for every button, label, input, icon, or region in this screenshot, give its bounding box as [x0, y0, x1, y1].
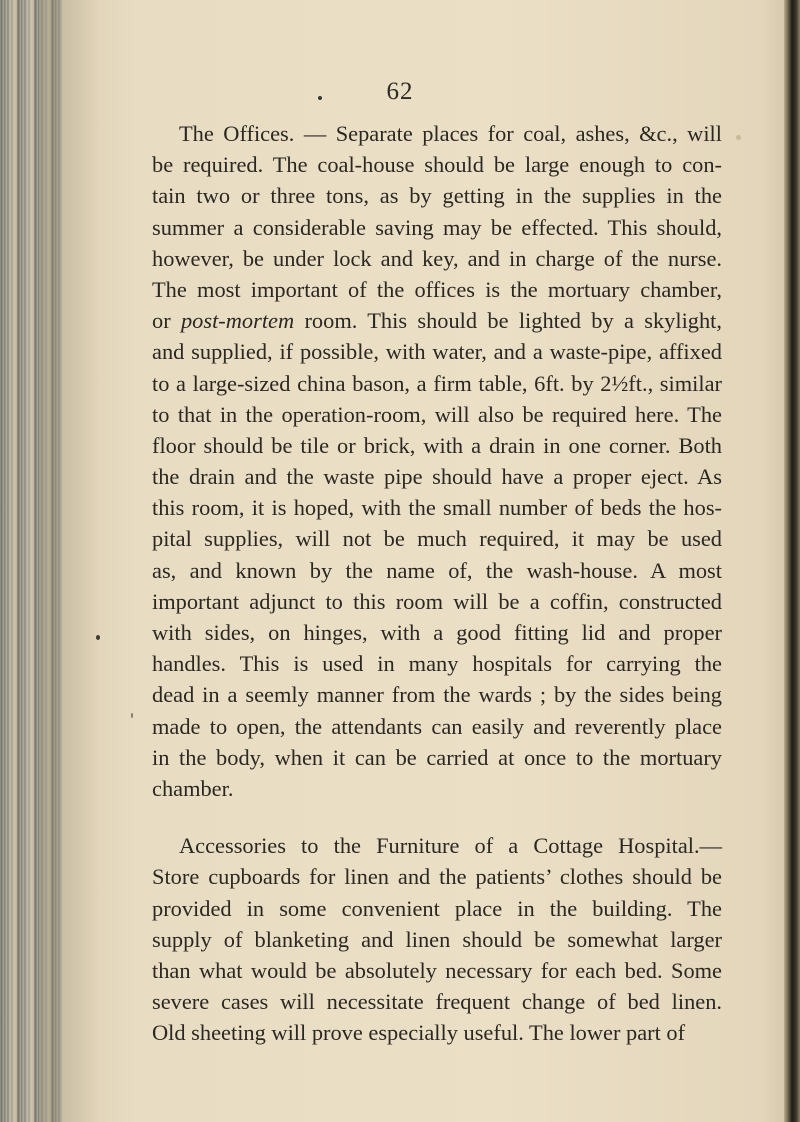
text-line: in the body, when it can be carried at once to the mortuary: [152, 744, 722, 770]
text-line: provided in some convenient place in the building. The: [152, 895, 722, 921]
text-line: chamber.: [152, 775, 234, 801]
ink-fleck: [96, 635, 100, 640]
text-line: supply of blanketing and linen should be somewhat larger: [152, 926, 722, 952]
text-line: and supplied, if possible, with water, and a waste-pipe, affixed: [152, 339, 722, 365]
text-line: to a large-sized china bason, a firm table, 6ft. by 2½ft., similar: [152, 370, 722, 396]
text-segment: room. This should be lighted by a skylight,: [294, 308, 723, 334]
text-line: with sides, on hinges, with a good fitting lid and proper: [152, 620, 722, 645]
italic-term: post-mortem: [180, 308, 295, 334]
page-number: 62: [386, 78, 414, 105]
text-line: The most important of the offices is the mortuary chamber,: [152, 276, 722, 302]
text-line: be required. The coal-house should be large enough to con-: [152, 152, 722, 178]
text-line: Old sheeting will prove especially useful. The lower part of: [152, 1020, 686, 1046]
text-segment: or: [152, 308, 181, 334]
body-text: [152, 118, 722, 1048]
text-line: the drain and the waste pipe should have a proper eject. As: [152, 464, 722, 490]
text-line: handles. This is used in many hospitals for carrying the: [152, 651, 722, 677]
paragraph-gap: [152, 804, 722, 830]
page-right-edge: [784, 0, 800, 1122]
text-line: dead in a seemly manner from the wards ; by the sides being: [152, 682, 722, 708]
paragraph-accessories: [152, 830, 722, 1048]
text-line: this room, it is hoped, with the small number of beds the hos-: [152, 495, 722, 521]
text-line: tain two or three tons, as by getting in the supplies in the: [152, 183, 722, 209]
text-line: [152, 305, 722, 336]
text-line: to that in the operation-room, will also be required here. The: [152, 401, 722, 427]
text-line: The Offices. — Separate places for coal, ashes, &c., will: [179, 121, 722, 146]
text-line: made to open, the attendants can easily and reverently place: [152, 713, 722, 739]
text-line: than what would be absolutely necessary for each bed. Some: [152, 957, 722, 983]
text-line: Store cupboards for linen and the patients’ clothes should be: [152, 864, 722, 890]
ink-fleck: [131, 713, 133, 718]
text-line: as, and known by the name of, the wash-house. A most: [152, 557, 722, 583]
binding-shadow: [40, 0, 100, 1122]
text-line: floor should be tile or brick, with a drain in one corner. Both: [152, 432, 722, 458]
text-line: severe cases will necessitate frequent change of bed linen.: [152, 989, 722, 1015]
text-line: Accessories to the Furniture of a Cottage Hospital.—: [179, 833, 722, 859]
text-line: pital supplies, will not be much required, it may be used: [152, 526, 722, 552]
paragraph-offices: [152, 118, 722, 804]
ink-fleck: [736, 135, 741, 140]
text-line: summer a considerable saving may be effected. This should,: [152, 214, 722, 240]
text-line: however, be under lock and key, and in charge of the nurse.: [152, 245, 722, 271]
text-line: important adjunct to this room will be a coffin, constructed: [152, 588, 722, 614]
